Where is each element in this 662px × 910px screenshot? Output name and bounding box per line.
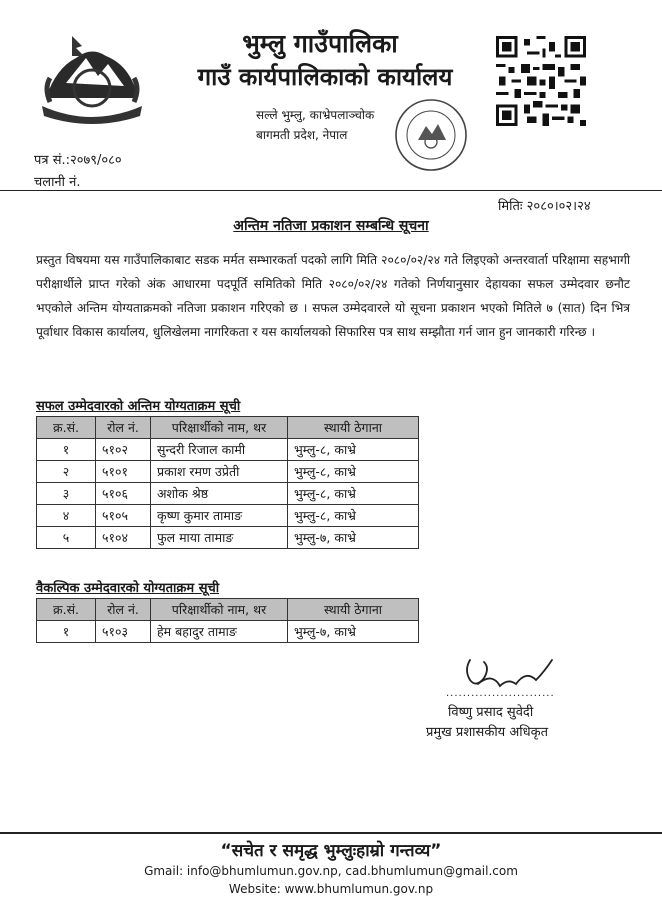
table-row bbox=[37, 461, 419, 483]
notice-body: प्रस्तुत विषयमा यस गाउँपालिकाबाट सडक मर्मत सम्भारकर्ता पदको लागि मिति २०८०/०२/२४ गते लिइएको अन्तरवार्ता परिक्षामा सहभागी परीक्षार्थीले प्राप्त गरेको अंक आधारमा पदपूर्ति समितिको मिति २०८०/०२/२४ गतेको निर्णयानुसार देहायका सफल उम्मेदवार छनौट भएकोले अन्तिम योग्यताक्रमको नतिजा प्रकाशन गरिएको छ । सफल उम्मेदवारले यो सूचना प्रकाशन भएको मितिले ७ (सात) दिन भित्र पूर्वाधार विकास कार्यालय, धुलिखेलमा नागरिकता र यस कार्यालयको सिफारिस पत्र साथ सम्झौता गर्न जान हुन जानकारी गरिन्छ । bbox=[36, 253, 630, 339]
cell-serial: १ bbox=[37, 621, 96, 643]
cell-roll: ५१०६ bbox=[96, 483, 151, 505]
municipality-name: भुम्लु गाउँपालिका bbox=[242, 29, 398, 58]
cell-name: प्रकाश रमण उप्रेती bbox=[151, 461, 288, 483]
cell-address: भुम्लु-८, काभ्रे bbox=[288, 439, 419, 461]
cell-name: अशोक श्रेष्ठ bbox=[151, 483, 288, 505]
dispatch-number: चलानी नं. bbox=[34, 175, 81, 190]
table-row bbox=[37, 483, 419, 505]
address-line-2: बागमती प्रदेश, नेपाल bbox=[256, 128, 348, 142]
cell-roll: ५१०५ bbox=[96, 505, 151, 527]
cell-address: भुम्लु-८, काभ्रे bbox=[288, 483, 419, 505]
successful-candidates-table bbox=[36, 416, 419, 549]
footer-website[interactable]: Website: www.bhumlumun.gov.np bbox=[228, 882, 434, 896]
cell-serial: १ bbox=[37, 439, 96, 461]
cell-address: भुम्लु-८, काभ्रे bbox=[288, 505, 419, 527]
table-row bbox=[37, 621, 419, 643]
header-serial: क्र.सं. bbox=[37, 599, 96, 621]
header-name: परिक्षार्थीको नाम, थर bbox=[151, 599, 288, 621]
footer-divider bbox=[0, 832, 662, 834]
cell-roll: ५१०३ bbox=[96, 621, 151, 643]
table-header-row bbox=[37, 599, 419, 621]
nepal-government-emblem-icon bbox=[36, 28, 148, 128]
header-roll: रोल नं. bbox=[96, 599, 151, 621]
footer-motto: “सचेत र समृद्ध भुम्लुःहाम्रो गन्तव्य” bbox=[220, 841, 442, 861]
cell-serial: ४ bbox=[37, 505, 96, 527]
table-header-row bbox=[37, 417, 419, 439]
cell-serial: २ bbox=[37, 461, 96, 483]
signatory-post: प्रमुख प्रशासकीय अधिकृत bbox=[426, 725, 549, 740]
cell-address: भुम्लु-७, काभ्रे bbox=[288, 621, 419, 643]
letter-number: पत्र सं.:२०७९/०८० bbox=[34, 153, 122, 168]
header-divider bbox=[0, 190, 662, 191]
notice-subject: अन्तिम नतिजा प्रकाशन सम्बन्धि सूचना bbox=[233, 218, 429, 234]
header-address: स्थायी ठेगाना bbox=[288, 599, 419, 621]
cell-roll: ५१०४ bbox=[96, 527, 151, 549]
cell-address: भुम्लु-८, काभ्रे bbox=[288, 461, 419, 483]
header-address: स्थायी ठेगाना bbox=[288, 417, 419, 439]
cell-name: हेम बहादुर तामाङ bbox=[151, 621, 288, 643]
signature-line: .......................... bbox=[446, 688, 555, 699]
header-roll: रोल नं. bbox=[96, 417, 151, 439]
cell-name: फुल माया तामाङ bbox=[151, 527, 288, 549]
main-table-title: सफल उम्मेदवारको अन्तिम योग्यताक्रम सूची bbox=[36, 399, 241, 414]
cell-roll: ५१०१ bbox=[96, 461, 151, 483]
cell-address: भुम्लु-७, काभ्रे bbox=[288, 527, 419, 549]
header-serial: क्र.सं. bbox=[37, 417, 96, 439]
office-round-stamp-icon bbox=[392, 96, 470, 174]
cell-serial: ५ bbox=[37, 527, 96, 549]
footer-email[interactable]: Gmail: info@bhumlumun.gov.np, cad.bhumlumun@gmail.com bbox=[144, 864, 518, 878]
alternate-candidates-table bbox=[36, 598, 419, 643]
alt-table-title: वैकल्पिक उम्मेदवारको योग्यताक्रम सूची bbox=[36, 581, 220, 596]
cell-name: सुन्दरी रिजाल कामी bbox=[151, 439, 288, 461]
qr-code-icon[interactable] bbox=[496, 36, 586, 126]
cell-name: कृष्ण कुमार तामाङ bbox=[151, 505, 288, 527]
table-row bbox=[37, 527, 419, 549]
header-name: परिक्षार्थीको नाम, थर bbox=[151, 417, 288, 439]
signatory-name: विष्णु प्रसाद सुवेदी bbox=[448, 705, 534, 720]
office-name: गाउँ कार्यपालिकाको कार्यालय bbox=[197, 63, 453, 91]
table-row bbox=[37, 505, 419, 527]
address-line-1: सल्ले भुम्लु, काभ्रेपलाञ्चोक bbox=[256, 108, 375, 122]
cell-serial: ३ bbox=[37, 483, 96, 505]
table-row bbox=[37, 439, 419, 461]
issue-date: मितिः २०८०।०२।२४ bbox=[498, 199, 591, 214]
cell-roll: ५१०२ bbox=[96, 439, 151, 461]
